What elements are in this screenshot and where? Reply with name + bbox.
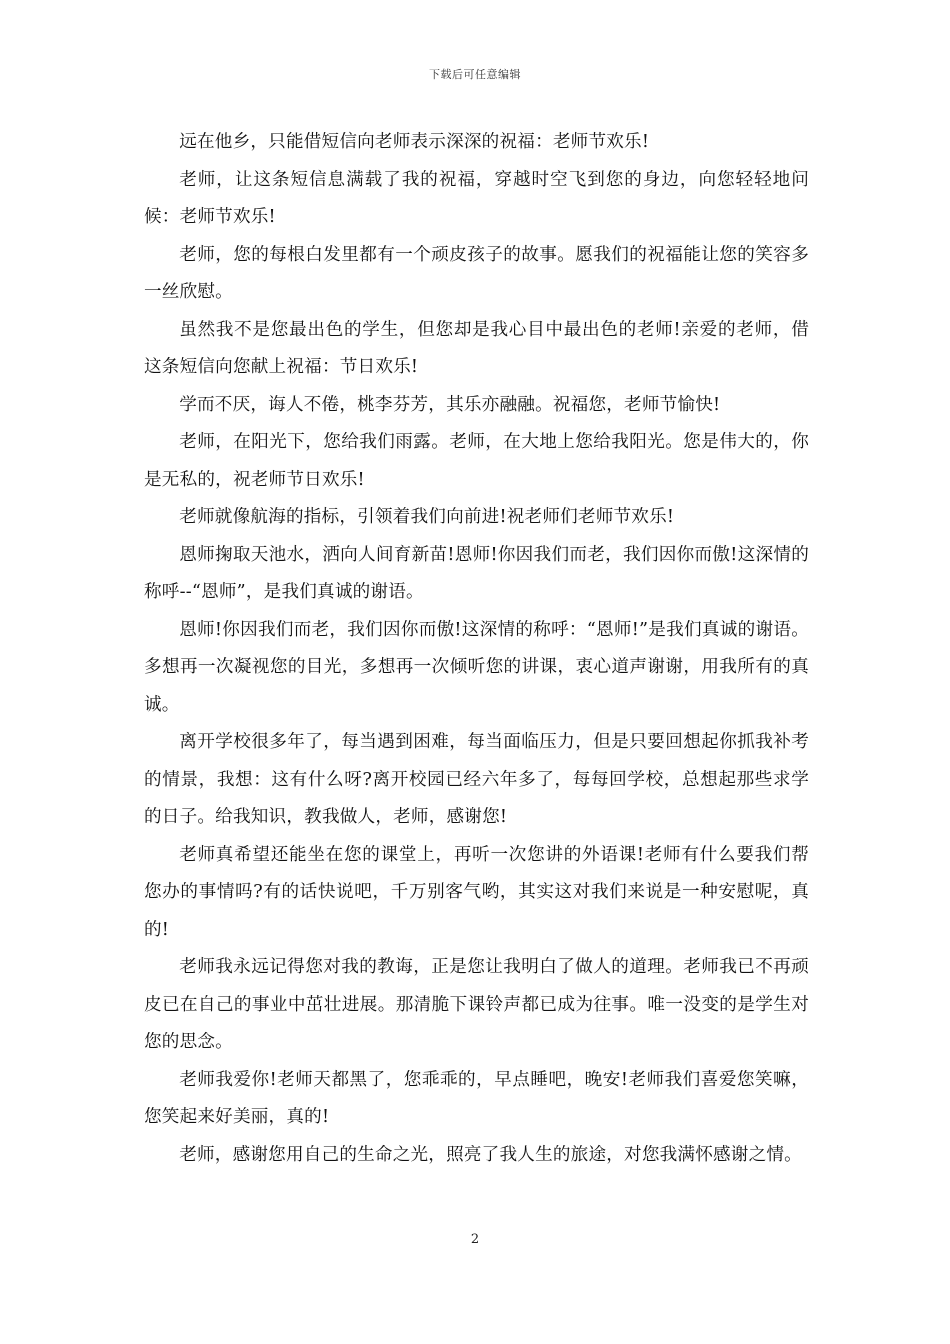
paragraph: 老师就像航海的指标，引领着我们向前进!祝老师们老师节欢乐! (179, 507, 675, 527)
paragraph: 虽然我不是您最出色的学生，但您却是我心目中最出色的老师!亲爱的老师，借这条短信向您献上祝福：节日欢乐! (144, 319, 809, 377)
paragraph: 恩师!你因我们而老，我们因你而傲!这深情的称呼：“恩师!”是我们真诚的谢语。多想再一次凝视您的目光，多想再一次倾听您的讲课，衷心道声谢谢，用我所有的真诚。 (144, 619, 809, 715)
paragraph: 老师，让这条短信息满载了我的祝福，穿越时空飞到您的身边，向您轻轻地问候：老师节欢乐! (144, 169, 809, 227)
document-body (144, 124, 809, 1174)
paragraph: 老师我永远记得您对我的教诲，正是您让我明白了做人的道理。老师我已不再顽皮已在自己的事业中茁壮进展。那清脆下课铃声都已成为往事。唯一没变的是学生对您的思念。 (144, 957, 809, 1052)
paragraph: 学而不厌，诲人不倦，桃李芬芳，其乐亦融融。祝福您，老师节愉快! (179, 394, 721, 415)
paragraph: 离开学校很多年了，每当遇到困难，每当面临压力，但是只要回想起你抓我补考的情景，我想：这有什么呀?离开校园已经六年多了，每每回学校，总想起那些求学的日子。给我知识，教我做人，老师，感谢您! (144, 732, 809, 827)
page-number: 2 (470, 1232, 480, 1247)
paragraph: 老师真希望还能坐在您的课堂上，再听一次您讲的外语课!老师有什么要我们帮您办的事情吗?有的话快说吧，千万别客气哟，其实这对我们来说是一种安慰呢，真的! (144, 844, 809, 940)
paragraph: 老师，在阳光下，您给我们雨露。老师，在大地上您给我阳光。您是伟大的，你是无私的，祝老师节日欢乐! (144, 432, 809, 490)
paragraph: 老师我爱你!老师天都黑了，您乖乖的，早点睡吧，晚安!老师我们喜爱您笑嘛，您笑起来好美丽，真的! (144, 1069, 809, 1127)
page-header: 下载后可任意编辑 (429, 68, 521, 81)
paragraph: 老师，感谢您用自己的生命之光，照亮了我人生的旅途，对您我满怀感谢之情。 (179, 1144, 802, 1165)
paragraph: 远在他乡，只能借短信向老师表示深深的祝福：老师节欢乐! (179, 132, 650, 152)
paragraph: 恩师掬取天池水，洒向人间育新苗!恩师!你因我们而老，我们因你而傲!这深情的称呼--“恩师”，是我们真诚的谢语。 (144, 544, 809, 602)
paragraph: 老师，您的每根白发里都有一个顽皮孩子的故事。愿我们的祝福能让您的笑容多一丝欣慰。 (144, 244, 809, 302)
